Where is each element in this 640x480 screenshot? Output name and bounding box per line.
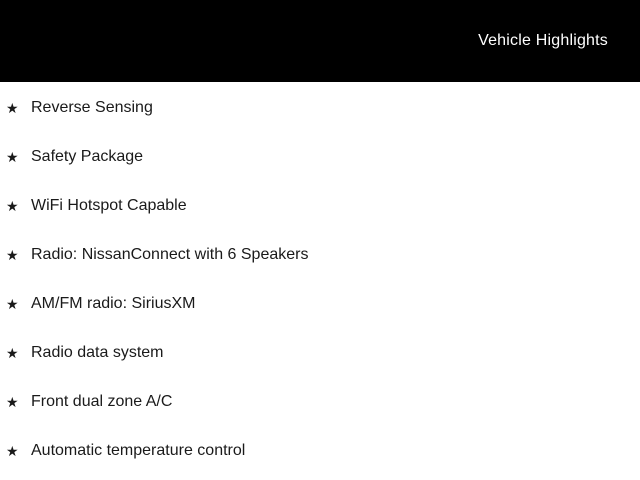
highlight-label: AM/FM radio: SiriusXM [31,294,196,312]
page-title: Vehicle Highlights [478,32,608,49]
highlight-item [6,230,640,279]
vehicle-highlights-list [0,82,640,475]
highlight-label: Safety Package [31,147,144,165]
highlight-label: Front dual zone A/C [31,392,173,410]
highlight-item [6,377,640,426]
star-icon: ★ [6,344,19,361]
highlight-item [6,132,640,181]
highlight-item [6,83,640,132]
highlight-item [6,181,640,230]
star-icon: ★ [6,393,19,410]
star-icon: ★ [6,197,19,214]
highlight-label: Radio data system [31,343,164,361]
highlight-label: Automatic temperature control [31,441,246,459]
header-bar [0,0,640,82]
highlight-label: WiFi Hotspot Capable [31,196,187,214]
highlight-label: Radio: NissanConnect with 6 Speakers [31,245,309,263]
highlight-item [6,426,640,475]
star-icon: ★ [6,99,19,116]
highlight-item [6,279,640,328]
highlight-item [6,328,640,377]
star-icon: ★ [6,442,19,459]
star-icon: ★ [6,246,19,263]
highlight-label: Reverse Sensing [31,98,153,116]
star-icon: ★ [6,148,19,165]
star-icon: ★ [6,295,19,312]
